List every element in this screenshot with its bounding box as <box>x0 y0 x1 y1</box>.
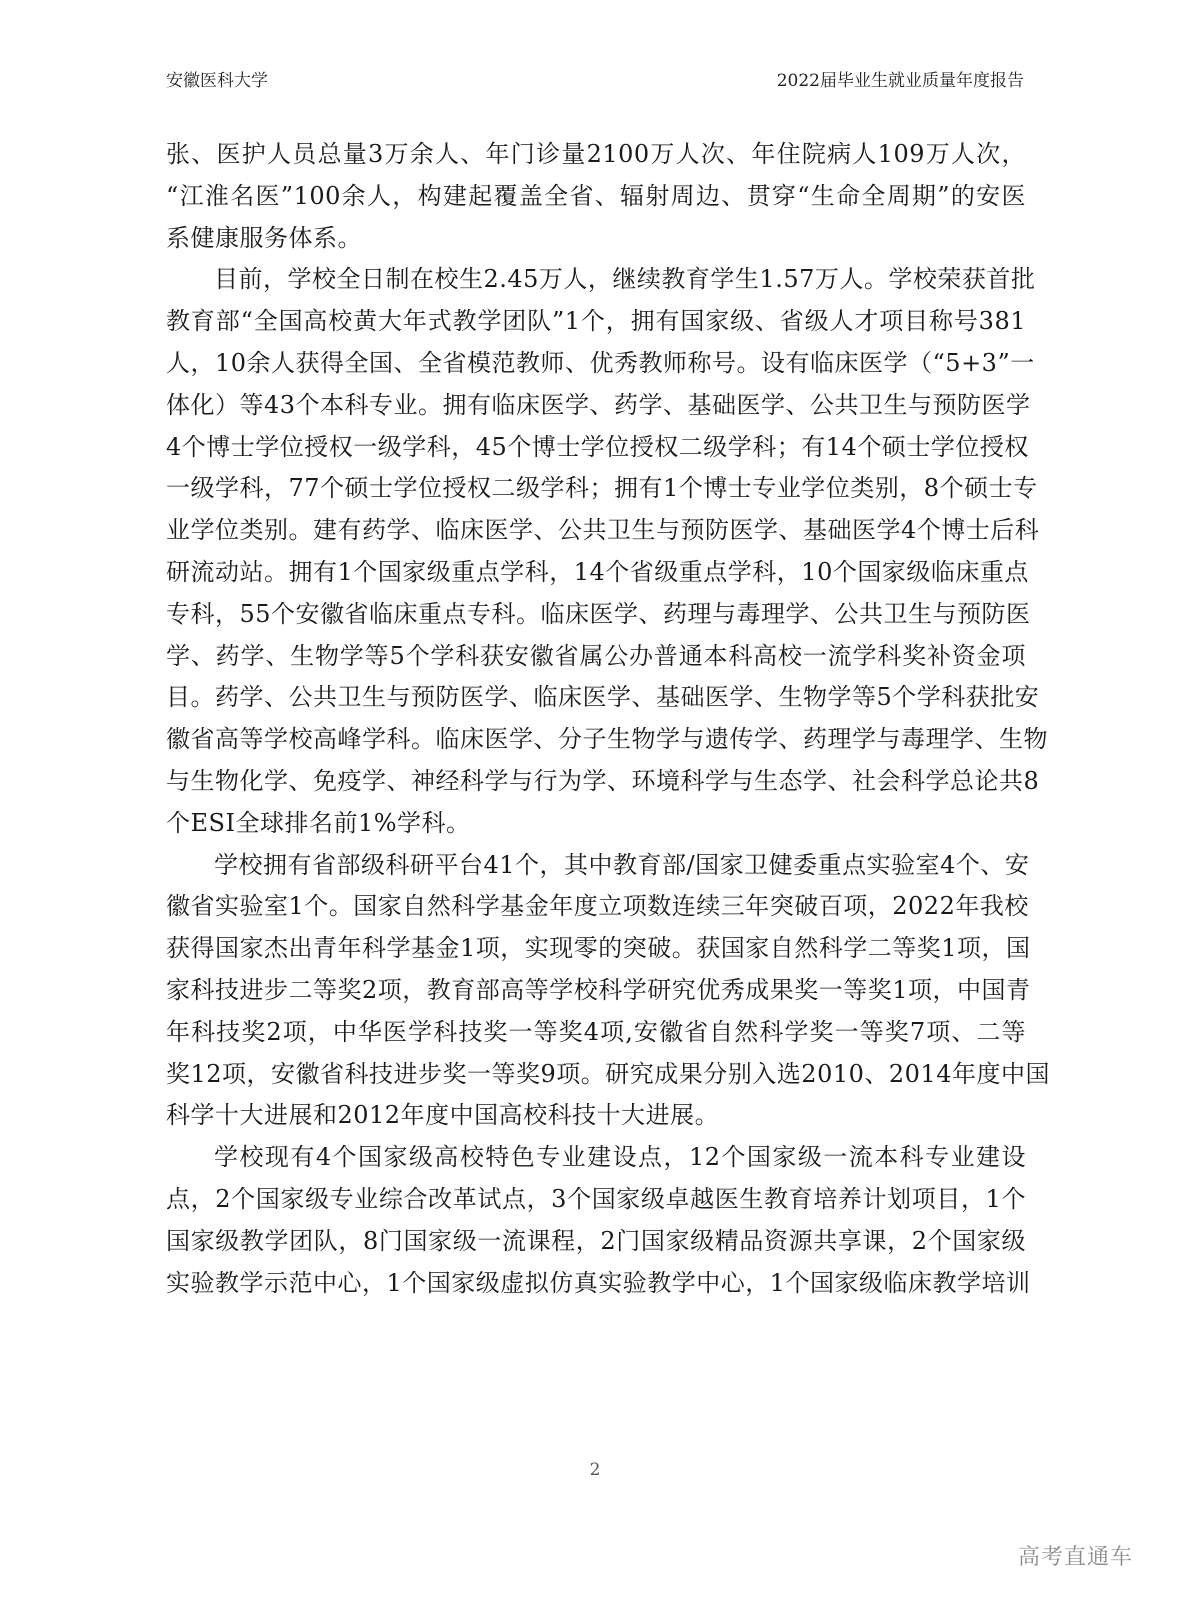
text-line: 实验教学示范中心，1个国家级虚拟仿真实验教学中心，1个国家级临床教学培训 <box>166 1268 1031 1297</box>
text-line: 徽省实验室1个。国家自然科学基金年度立项数连续三年突破百项，2022年我校 <box>166 892 1029 921</box>
text-line: 科学十大进展和2012年度中国高校科技十大进展。 <box>166 1101 720 1130</box>
text-line: 研流动站。拥有1个国家级重点学科，14个省级重点学科，10个国家级临床重点 <box>166 557 1029 586</box>
text-line: 徽省高等学校高峰学科。临床医学、分子生物学与遗传学、药理学与毒理学、生物 <box>166 725 1048 754</box>
text-line: 年科技奖2项，中华医学科技奖一等奖4项,安徽省自然科学奖一等奖7项、二等 <box>166 1017 1026 1046</box>
text-line: 目前，学校全日制在校生2.45万人，继续教育学生1.57万人。学校荣获首批 <box>214 265 1036 294</box>
text-line: 学、药学、生物学等5个学科获安徽省属公办普通本科高校一流学科奖补资金项 <box>166 641 1026 670</box>
page-number: 2 <box>589 1460 601 1480</box>
text-line: 目。药学、公共卫生与预防医学、临床医学、基础医学、生物学等5个学科获批安 <box>166 683 1040 712</box>
text-line: 张、医护人员总量3万余人、年门诊量2100万人次、年住院病人109万人次， <box>166 140 1026 168</box>
text-line: 与生物化学、免疫学、神经科学与行为学、环境科学与生态学、社会科学总论共8 <box>166 766 1040 795</box>
text-line: 业学位类别。建有药学、临床医学、公共卫生与预防医学、基础医学4个博士后科 <box>166 516 1040 545</box>
text-line: 奖12项，安徽省科技进步奖一等奖9项。研究成果分别入选2010、2014年度中国 <box>166 1059 1050 1088</box>
text-line: 点，2个国家级专业综合改革试点，3个国家级卓越医生教育培养计划项目，1个 <box>166 1184 1026 1213</box>
text-line: 学校现有4个国家级高校特色专业建设点，12个国家级一流本科专业建设 <box>214 1143 1026 1172</box>
body-text <box>166 134 1050 1304</box>
text-line: 4个博士学位授权一级学科，45个博士学位授权二级学科；有14个硕士学位授权 <box>166 432 1029 461</box>
text-line: 系健康服务体系。 <box>166 223 362 252</box>
page-header <box>166 66 1024 96</box>
text-line: 专科，55个安徽省临床重点专科。临床医学、药理与毒理学、公共卫生与预防医 <box>166 599 1031 628</box>
header-report-title: 2022届毕业生就业质量年度报告 <box>776 71 1024 91</box>
text-line: 一级学科，77个硕士学位授权二级学科；拥有1个博士专业学位类别，8个硕士专 <box>166 474 1038 503</box>
header-university-name: 安徽医科大学 <box>166 71 268 91</box>
text-line: 获得国家杰出青年科学基金1项，实现零的突破。获国家自然科学二等奖1项，国 <box>166 934 1031 963</box>
text-line: 家科技进步二等奖2项，教育部高等学校科学研究优秀成果奖一等奖1项，中国青 <box>166 975 1031 1004</box>
text-line: 个ESI全球排名前1%学科。 <box>166 808 471 837</box>
watermark: 高考直通车 <box>1018 1545 1134 1570</box>
text-line: 国家级教学团队，8门国家级一流课程，2门国家级精品资源共享课，2个国家级 <box>166 1226 1026 1255</box>
text-line: 学校拥有省部级科研平台41个，其中教育部/国家卫健委重点实验室4个、安 <box>214 850 1030 879</box>
text-line: 人，10余人获得全国、全省模范教师、优秀教师称号。设有临床医学（“5+3”一 <box>166 348 1035 377</box>
text-line: 教育部“全国高校黄大年式教学团队”1个，拥有国家级、省级人才项目称号381 <box>166 307 1026 336</box>
text-line: 体化）等43个本科专业。拥有临床医学、药学、基础医学、公共卫生与预防医学 <box>166 390 1031 419</box>
text-line: “江淮名医”100余人，构建起覆盖全省、辐射周边、贯穿“生命全周期”的安医 <box>166 181 1026 210</box>
